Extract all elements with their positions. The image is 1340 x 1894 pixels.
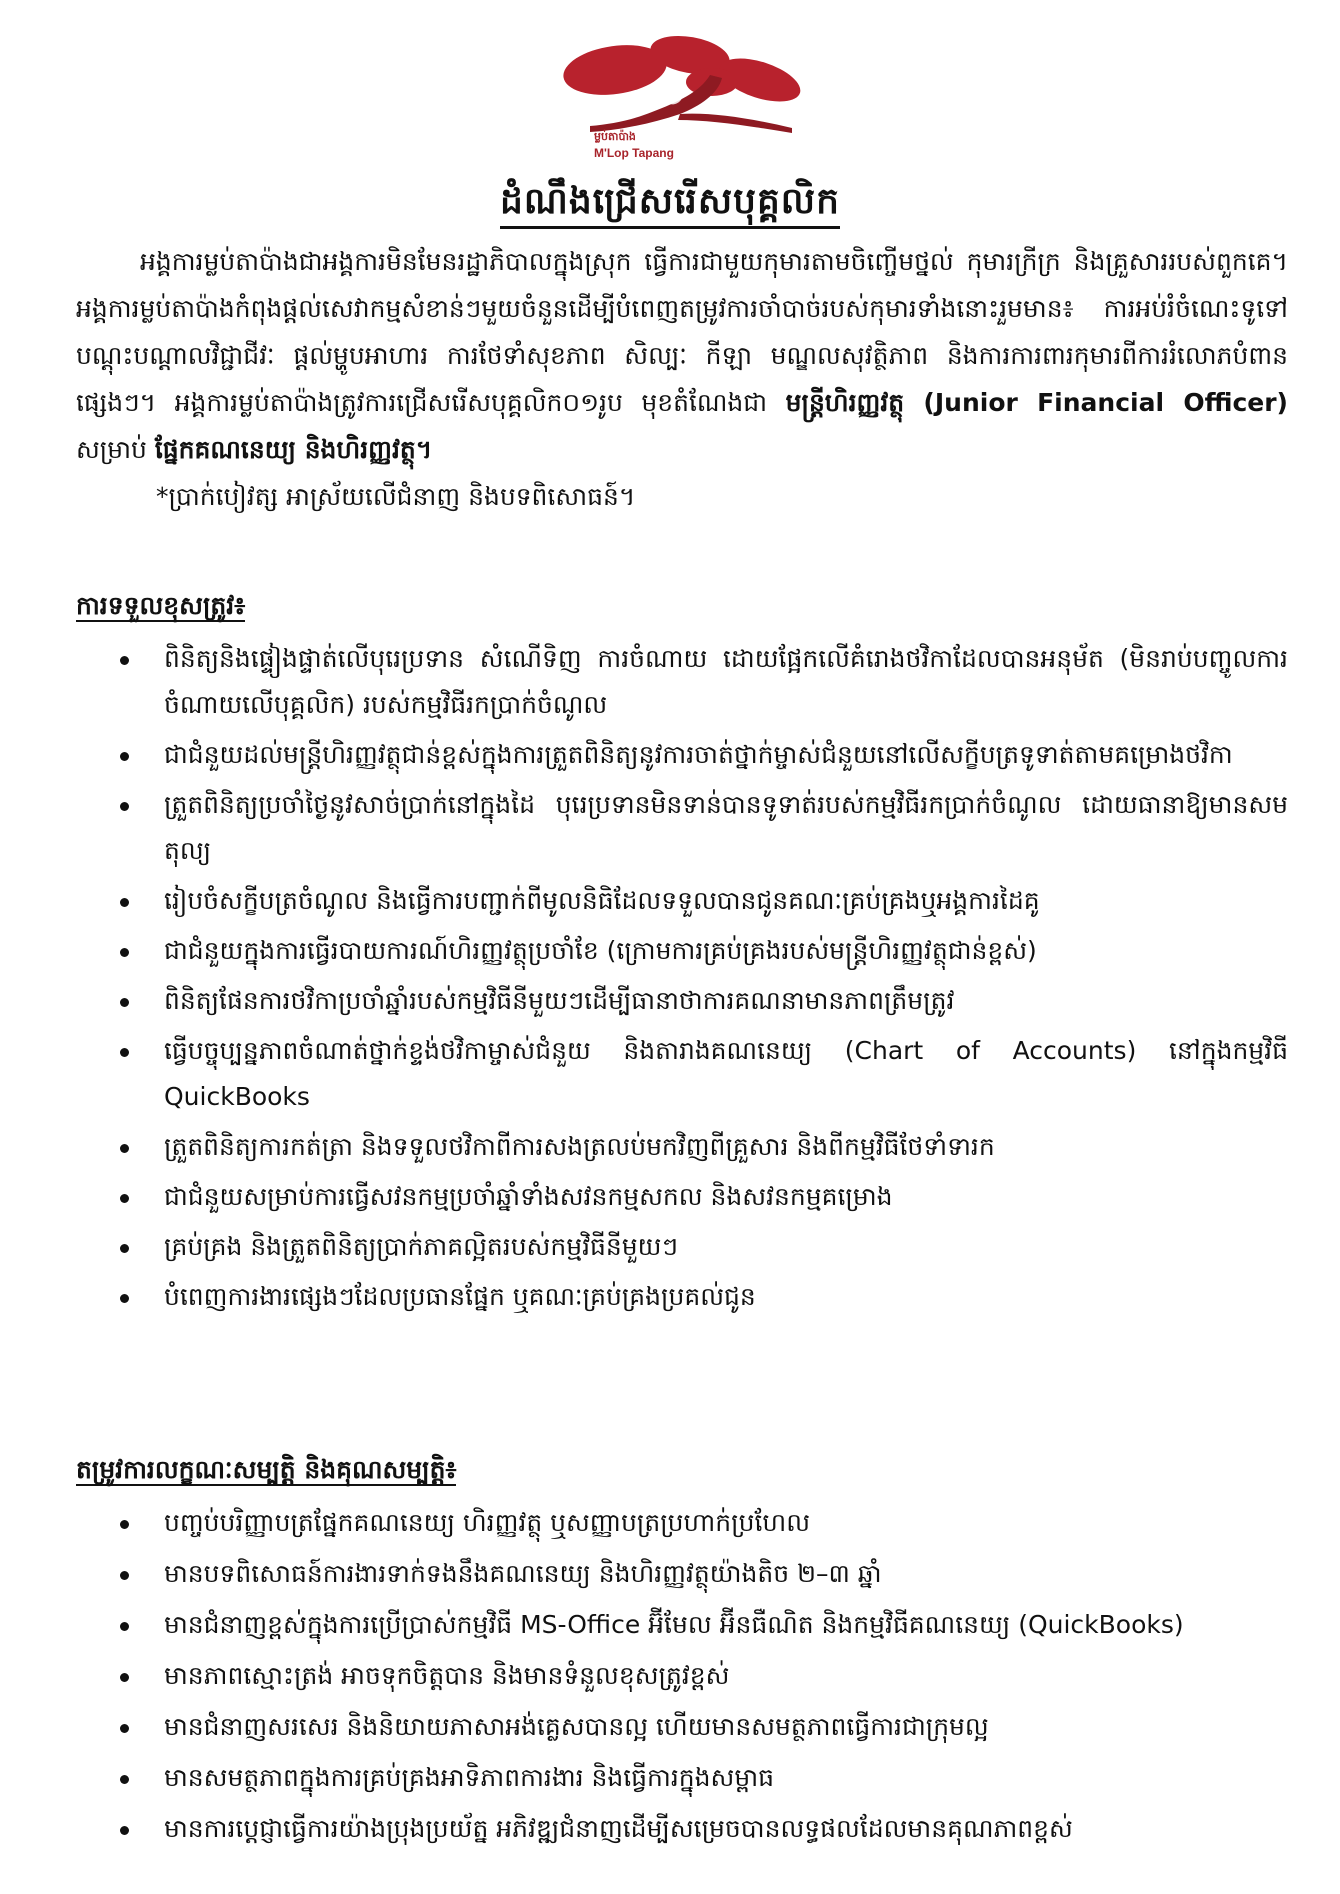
requirements-heading	[76, 1448, 1288, 1492]
requirements-section	[76, 1448, 1288, 1857]
list-item	[76, 1124, 1288, 1170]
list-item-text: មានការប្តេជ្ញាធ្វើការយ៉ាងប្រុងប្រយ័ត្ន អភិវឌ្ឍជំនាញដើម្បីសម្រេចបានលទ្ធផលដែលមានគុណភាពខ្ពស់	[164, 1814, 1073, 1843]
list-item-text: មានជំនាញខ្ពស់ក្នុងការប្រើប្រាស់កម្មវិធី MS-Office អ៊ីមែល អ៊ីនធឺណិត និងកម្មវិធីគណនេយ្យ (QuickBooks)	[164, 1610, 1184, 1639]
list-item	[76, 1224, 1288, 1270]
bullet-icon	[120, 948, 129, 957]
bullet-icon	[120, 1520, 129, 1529]
bullet-icon	[120, 1194, 129, 1203]
list-item	[76, 1602, 1288, 1648]
department-name: ផ្នែកគណនេយ្យ និងហិរញ្ញវត្ថុ។	[154, 435, 433, 464]
list-item-text: មានបទពិសោធន៍ការងារទាក់ទងនឹងគណនេយ្យ និងហិរញ្ញវត្ថុយ៉ាងតិច ២–៣ ឆ្នាំ	[164, 1559, 882, 1588]
list-item	[76, 928, 1288, 974]
list-item	[76, 1028, 1288, 1120]
list-item	[76, 1653, 1288, 1699]
responsibilities-section	[76, 584, 1288, 1324]
list-item	[76, 1755, 1288, 1801]
requirements-heading-text: តម្រូវការលក្ខណៈសម្បត្តិ និងគុណសម្បត្តិ៖	[76, 1455, 457, 1484]
list-item-text: មានជំនាញសរសេរ និងនិយាយភាសាអង់គ្លេសបានល្អ ហើយមានសមត្ថភាពធ្វើការជាក្រុមល្អ	[164, 1712, 989, 1741]
bullet-icon	[120, 656, 129, 665]
list-item-text: បញ្ចប់បរិញ្ញាបត្រផ្នែកគណនេយ្យ ហិរញ្ញវត្ថុ ឬសញ្ញាបត្រប្រហាក់ប្រហែល	[164, 1508, 811, 1537]
bullet-icon	[120, 1622, 129, 1631]
page-title	[0, 178, 1340, 231]
intro-paragraph-start: អង្គការម្លប់តាប៉ាងជាអង្គការមិនមែនរដ្ឋាភិបាលក្នុងស្រុក ធ្វើការជាមួយកុមារតាមចិញ្ចើមថ្នល់ កុមារក្រីក្រ និងគ្រួសាររបស់ពួកគេ។ អង្គការម្លប់តាប៉ាងកំពុងផ្តល់សេវាកម្មសំខាន់ៗមួយចំនួនដើម្បីបំពេញតម្រូវការចាំបាច់របស់កុមារទាំងនោះរួមមាន៖ ការអប់រំចំណេះទូទៅបណ្តុះបណ្តាលវិជ្ជាជីវៈ ផ្តល់ម្ហូបអាហារ ការថែទាំសុខភាព សិល្បៈ កីឡា មណ្ឌលសុវត្ថិភាព និងការការពារកុមារពីការរំលោភបំពានផ្សេងៗ។ អង្គការម្លប់តាប៉ាងត្រូវការជ្រើសរើសបុគ្គលិក០១រូប មុខតំណែងជា	[76, 247, 1288, 417]
responsibilities-heading	[76, 584, 1288, 628]
responsibilities-heading-text: ការទទួលខុសត្រូវ៖	[76, 591, 246, 620]
bullet-icon	[120, 1724, 129, 1733]
list-item	[76, 782, 1288, 874]
position-title: មន្ត្រីហិរញ្ញវត្ថុ (Junior Financial Officer)	[785, 388, 1288, 417]
logo-khmer-name: ម្លប់តាប៉ាង	[594, 130, 636, 143]
list-item-text: បំពេញការងារផ្សេងៗដែលប្រធានផ្នែក ឬគណៈគ្រប់គ្រងប្រគល់ជូន	[164, 1282, 756, 1311]
bullet-icon	[120, 1294, 129, 1303]
bullet-icon	[120, 898, 129, 907]
responsibilities-list	[76, 636, 1288, 1320]
bullet-icon	[120, 802, 129, 811]
bullet-icon	[120, 1775, 129, 1784]
list-item	[76, 732, 1288, 778]
list-item-text: មានភាពស្មោះត្រង់ អាចទុកចិត្តបាន និងមានទំនួលខុសត្រូវខ្ពស់	[164, 1661, 730, 1690]
list-item-text: ធ្វើបច្ចុប្បន្នភាពចំណាត់ថ្នាក់ខ្ទង់ថវិកាម្ចាស់ជំនួយ និងតារាងគណនេយ្យ (Chart of Accounts) នៅក្នុងកម្មវិធី QuickBooks	[164, 1036, 1288, 1111]
page-title-text: ដំណឹងជ្រើសរើសបុគ្គលិក	[500, 181, 840, 229]
list-item	[76, 1274, 1288, 1320]
list-item	[76, 1551, 1288, 1597]
list-item-text: ពិនិត្យផែនការថវិកាប្រចាំឆ្នាំរបស់កម្មវិធីនីមួយៗដើម្បីធានាថាការគណនាមានភាពត្រឹមត្រូវ	[164, 986, 955, 1015]
tree-logo-icon	[560, 30, 810, 140]
list-item	[76, 878, 1288, 924]
requirements-list	[76, 1500, 1288, 1852]
intro-section	[76, 238, 1288, 520]
list-item	[76, 978, 1288, 1024]
bullet-icon	[120, 1826, 129, 1835]
intro-paragraph-mid: សម្រាប់	[76, 435, 155, 464]
list-item-text: ជាជំនួយសម្រាប់ការធ្វើសវនកម្មប្រចាំឆ្នាំទាំងសវនកម្មសកល និងសវនកម្មគម្រោង	[164, 1182, 893, 1211]
bullet-icon	[120, 1144, 129, 1153]
list-item-text: គ្រប់គ្រង និងត្រួតពិនិត្យប្រាក់ភាគល្អិតរបស់កម្មវិធីនីមួយៗ	[164, 1232, 678, 1261]
list-item	[76, 1174, 1288, 1220]
bullet-icon	[120, 1244, 129, 1253]
list-item	[76, 1704, 1288, 1750]
list-item-text: ត្រួតពិនិត្យការកត់ត្រា និងទទួលថវិកាពីការសងត្រលប់មកវិញពីគ្រួសារ និងពីកម្មវិធីថែទាំទារក	[164, 1132, 995, 1161]
list-item-text: ជាជំនួយដល់មន្ត្រីហិរញ្ញវត្ថុជាន់ខ្ពស់ក្នុងការត្រួតពិនិត្យនូវការចាត់ថ្នាក់ម្ចាស់ជំនួយនៅលើសក្ខីបត្រទូទាត់តាមគម្រោងថវិកា	[164, 740, 1233, 769]
bullet-icon	[120, 752, 129, 761]
logo-english-name: M'Lop Tapang	[594, 146, 674, 160]
list-item-text: មានសមត្ថភាពក្នុងការគ្រប់គ្រងអាទិភាពការងារ និងធ្វើការក្នុងសម្ពាធ	[164, 1763, 774, 1792]
list-item-text: រៀបចំសក្ខីបត្រចំណូល និងធ្វើការបញ្ជាក់ពីមូលនិធិដែលទទួលបានជូនគណៈគ្រប់គ្រងឬអង្គការដៃគូ	[164, 886, 1040, 915]
salary-note: *ប្រាក់បៀវត្ស អាស្រ័យលើជំនាញ និងបទពិសោធន៍។	[156, 482, 636, 511]
list-item-text: ពិនិត្យនិងផ្ទៀងផ្ទាត់លើបុរេប្រទាន សំណើទិញ ការចំណាយ ដោយផ្អែកលើគំរោងថវិកាដែលបានអនុម័ត (មិនរាប់បញ្ចូលការចំណាយលើបុគ្គលិក) របស់កម្មវិធីរកប្រាក់ចំណូល	[164, 644, 1288, 719]
list-item-text: ត្រួតពិនិត្យប្រចាំថ្ងៃនូវសាច់ប្រាក់នៅក្នុងដៃ បុរេប្រទានមិនទាន់បានទូទាត់របស់កម្មវិធីរកប្រាក់ចំណូល ដោយធានាឱ្យមានសមតុល្យ	[164, 790, 1288, 865]
list-item	[76, 1806, 1288, 1852]
list-item-text: ជាជំនួយក្នុងការធ្វើរបាយការណ៍ហិរញ្ញវត្ថុប្រចាំខែ (ក្រោមការគ្រប់គ្រងរបស់មន្ត្រីហិរញ្ញវត្ថុជាន់ខ្ពស់)	[164, 936, 1037, 965]
list-item	[76, 636, 1288, 728]
bullet-icon	[120, 1571, 129, 1580]
bullet-icon	[120, 1673, 129, 1682]
list-item	[76, 1500, 1288, 1546]
organization-logo	[560, 30, 810, 170]
bullet-icon	[120, 998, 129, 1007]
intro-paragraph	[76, 238, 1288, 473]
bullet-icon	[120, 1048, 129, 1057]
